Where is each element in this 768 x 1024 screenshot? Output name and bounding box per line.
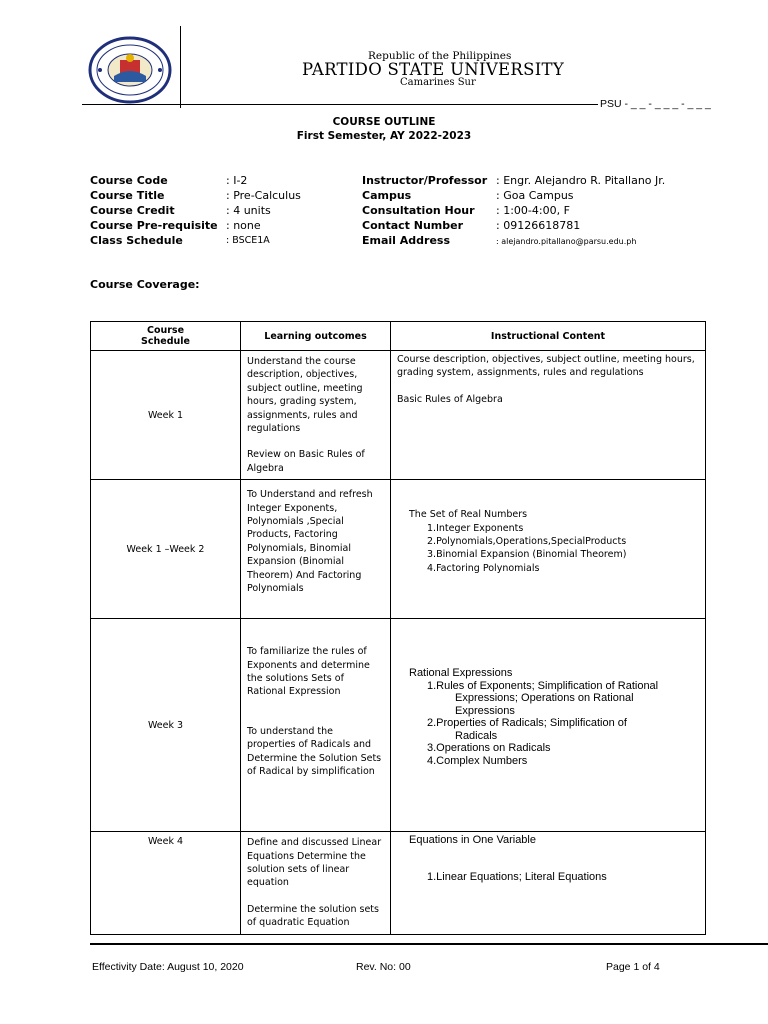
- course-title-label: Course Title: [90, 189, 165, 202]
- consultation-label: Consultation Hour: [362, 204, 475, 217]
- contact-label: Contact Number: [362, 219, 464, 232]
- course-credit-label: Course Credit: [90, 204, 175, 217]
- schedule-cell: Week 1: [91, 351, 241, 480]
- content-item: 2.Properties of Radicals; Simplification of: [427, 717, 627, 730]
- schedule-cell: Week 1 –Week 2: [91, 480, 241, 619]
- learning-outcomes-cell: [241, 832, 391, 934]
- learning-outcomes-cell: [241, 351, 391, 480]
- instructional-content-cell: [391, 480, 706, 619]
- outcome-text: To understand the properties of Radicals and Determine the Solution Sets of Radical by simplification: [247, 725, 382, 778]
- content-item: 1.Linear Equations; Literal Equations: [427, 870, 607, 883]
- consultation-value: : 1:00-4:00, F: [496, 204, 570, 217]
- course-coverage-table: [90, 321, 706, 935]
- course-code-value: : I-2: [226, 174, 248, 187]
- instructional-content-cell: [391, 619, 706, 832]
- content-item: 1.Integer Exponents: [427, 522, 524, 534]
- header-learning-outcomes: Learning outcomes: [241, 322, 391, 351]
- republic-text: Republic of the Philippines: [368, 50, 512, 62]
- content-item: 1.Rules of Exponents; Simplification of Rational: [427, 679, 659, 692]
- campus-value: : Goa Campus: [496, 189, 574, 202]
- course-prerequisite-label: Course Pre-requisite: [90, 219, 218, 232]
- course-title-value: : Pre-Calculus: [226, 189, 301, 202]
- email-value: : alejandro.pitallano@parsu.edu.ph: [496, 237, 637, 246]
- table-row: [91, 619, 706, 832]
- document-title: COURSE OUTLINE: [332, 116, 436, 128]
- course-prerequisite-value: : none: [226, 219, 261, 232]
- province-text: Camarines Sur: [400, 77, 476, 88]
- header-divider-vertical: [180, 26, 181, 108]
- document-code: PSU - _ _ - _ _ _ - _ _ _: [600, 98, 711, 110]
- outcome-text: To familiarize the rules of Exponents and determine the solutions Sets of Rational Expression: [247, 646, 370, 698]
- content-title: The Set of Real Numbers: [409, 509, 528, 521]
- content-text: Course description, objectives, subject outline, meeting hours, grading system, assignments, rules and regulations: [397, 354, 695, 379]
- outcome-text: To Understand and refresh Integer Exponents, Polynomials ,Special Products, Factoring Polynomials, Binomial Expansion (Binomial Theorem) And Factoring Polynomials: [247, 489, 373, 595]
- coverage-heading: Course Coverage:: [90, 278, 200, 291]
- outcome-text: Review on Basic Rules of Algebra: [247, 449, 365, 474]
- learning-outcomes-cell: [241, 480, 391, 619]
- instructional-content-cell: [391, 832, 706, 934]
- content-text: Basic Rules of Algebra: [397, 393, 503, 405]
- outcome-text: Determine the solution sets of quadratic Equation: [247, 903, 379, 929]
- content-item-continued: Expressions: [455, 704, 515, 717]
- content-item: 3.Binomial Expansion (Binomial Theorem): [427, 549, 627, 561]
- instructor-value: : Engr. Alejandro R. Pitallano Jr.: [496, 174, 666, 187]
- learning-outcomes-cell: [241, 619, 391, 832]
- header-divider-horizontal: [82, 104, 598, 105]
- content-item: 3.Operations on Radicals: [427, 742, 551, 755]
- instructor-label: Instructor/Professor: [362, 174, 488, 187]
- content-title: Equations in One Variable: [409, 834, 536, 847]
- table-row: [91, 832, 706, 934]
- table-row: [91, 480, 706, 619]
- table-row: [91, 351, 706, 480]
- table-header-row: [91, 322, 706, 351]
- header-instructional-content: Instructional Content: [391, 322, 706, 351]
- course-code-label: Course Code: [90, 174, 168, 187]
- content-item: 2.Polynomials,Operations,SpecialProducts: [427, 536, 627, 548]
- campus-label: Campus: [362, 189, 412, 202]
- email-label: Email Address: [362, 234, 451, 247]
- outcome-text: Understand the course description, objectives, subject outline, meeting hours, grading system, assignments, rules and regulations: [247, 356, 363, 435]
- schedule-cell: Week 3: [91, 619, 241, 832]
- content-item-continued: Radicals: [455, 729, 498, 742]
- class-schedule-label: Class Schedule: [90, 234, 183, 247]
- content-item: 4.Complex Numbers: [427, 754, 528, 767]
- class-schedule-value: : BSCE1A: [226, 235, 270, 246]
- effectivity-date: Effectivity Date: August 10, 2020: [92, 961, 244, 973]
- instructional-content-cell: [391, 351, 706, 480]
- content-item-continued: Expressions; Operations on Rational: [455, 692, 634, 705]
- schedule-cell: Week 4: [91, 832, 241, 934]
- footer-divider: [90, 943, 768, 945]
- outcome-text: Define and discussed Linear Equations Determine the solution sets of linear equation: [247, 837, 382, 889]
- course-credit-value: : 4 units: [226, 204, 271, 217]
- university-name: PARTIDO STATE UNIVERSITY: [302, 60, 565, 79]
- university-seal-logo: [88, 36, 172, 104]
- content-item: 4.Factoring Polynomials: [427, 562, 540, 574]
- page-number: Page 1 of 4: [606, 961, 660, 973]
- document-subtitle: First Semester, AY 2022-2023: [296, 130, 472, 142]
- content-title: Rational Expressions: [409, 667, 513, 680]
- contact-value: : 09126618781: [496, 219, 581, 232]
- revision-number: Rev. No: 00: [356, 961, 411, 973]
- header-course-schedule: Course Schedule: [91, 322, 241, 351]
